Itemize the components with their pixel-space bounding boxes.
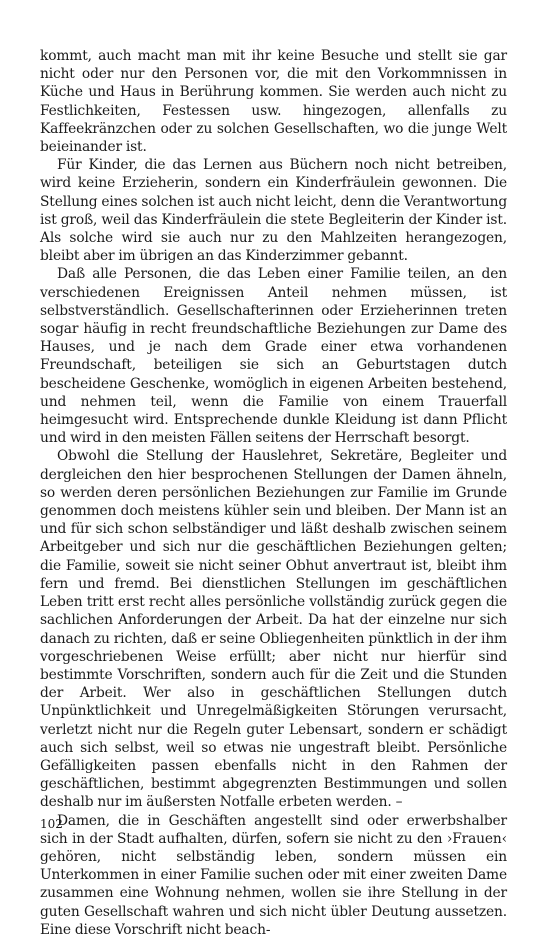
- paragraph-3: Daß alle Personen, die das Leben einer Familie teilen, an den verschiedenen Ereignissen Anteil nehmen müssen, ist selbstverständlich. Gesellschafterinnen oder Erzieherinnen treten sogar häufig in recht freundschaftliche Beziehungen zur Dame des Hauses, und je nach dem Grade einer etwa vorhandenen Freundschaft, beteiligen sie sich an Geburtstagen dutch bescheidene Geschenke, womöglich in eigenen Arbeiten bestehend, und nehmen teil, wenn die Familie von einem Trauerfall heimgesucht wird. Entsprechende dunkle Kleidung ist dann Pflicht und wird in den meisten Fällen seitens der Herrschaft besorgt.: [40, 266, 507, 447]
- book-page-body: [40, 47, 507, 939]
- page-number: 102: [40, 817, 63, 831]
- paragraph-2: Für Kinder, die das Lernen aus Büchern noch nicht betreiben, wird keine Erzieherin, sondern ein Kinderfräulein gewonnen. Die Stellung eines solchen ist auch nicht leicht, denn die Verantwortung ist groß, weil das Kinderfräulein die stete Begleiterin der Kinder ist. Als solche wird sie auch nur zu den Mahlzeiten herangezogen, bleibt aber im übrigen an das Kinderzimmer gebannt.: [40, 157, 507, 265]
- paragraph-4: Obwohl die Stellung der Hauslehret, Sekretäre, Begleiter und dergleichen den hier besprochenen Stellungen der Damen ähneln, so werden deren persönlichen Beziehungen zur Familie im Grunde genommen doch meistens kühler sein und bleiben. Der Mann ist an und für sich schon selbständiger und läßt deshalb zwischen seinem Arbeitgeber und sich nur die geschäftlichen Beziehungen gelten; die Familie, soweit sie nicht seiner Obhut anvertraut ist, bleibt ihm fern und fremd. Bei dienstlichen Stellungen im geschäftlichen Leben tritt erst recht alles persönliche vollständig zurück gegen die sachlichen Anforderungen der Arbeit. Da hat der einzelne nur sich danach zu richten, daß er seine Obliegenheiten pünktlich in der ihm vorgeschriebenen Weise erfüllt; aber nicht nur hierfür sind bestimmte Vorschriften, sondern auch für die Zeit und die Stunden der Arbeit. Wer also in geschäftlichen Stellungen dutch Unpünktlichkeit und Unregelmäßigkeiten Störungen verursacht, verletzt nicht nur die Regeln guter Lebensart, sondern er schädigt auch sich selbst, weil so etwas nie ungestraft bleibt. Persönliche Gefälligkeiten passen ebenfalls nicht in den Rahmen der geschäftlichen, bestimmt abgegrenzten Bestimmungen und sollen deshalb nur im äußersten Notfalle erbeten werden. –: [40, 448, 507, 811]
- paragraph-5: Damen, die in Geschäften angestellt sind oder erwerbshalber sich in der Stadt aufhalten, dürfen, sofern sie nicht zu den ›Frauen‹ gehören, nicht selbständig leben, sondern müssen ein Unterkommen in einer Familie suchen oder mit einer zweiten Dame zusammen eine Wohnung nehmen, wollen sie ihre Stellung in der guten Gesellschaft wahren und sich nicht übler Deutung aussetzen. Eine diese Vorschrift nicht beach-: [40, 812, 507, 938]
- paragraph-1: kommt, auch macht man mit ihr keine Besuche und stellt sie gar nicht oder nur den Personen vor, die mit den Vorkommnissen in Küche und Haus in Berührung kommen. Sie werden auch nicht zu Festlichkeiten, Festessen usw. hingezogen, allenfalls zu Kaffeekränzchen oder zu solchen Gesellschaften, wo die junge Welt beieinander ist.: [40, 48, 507, 156]
